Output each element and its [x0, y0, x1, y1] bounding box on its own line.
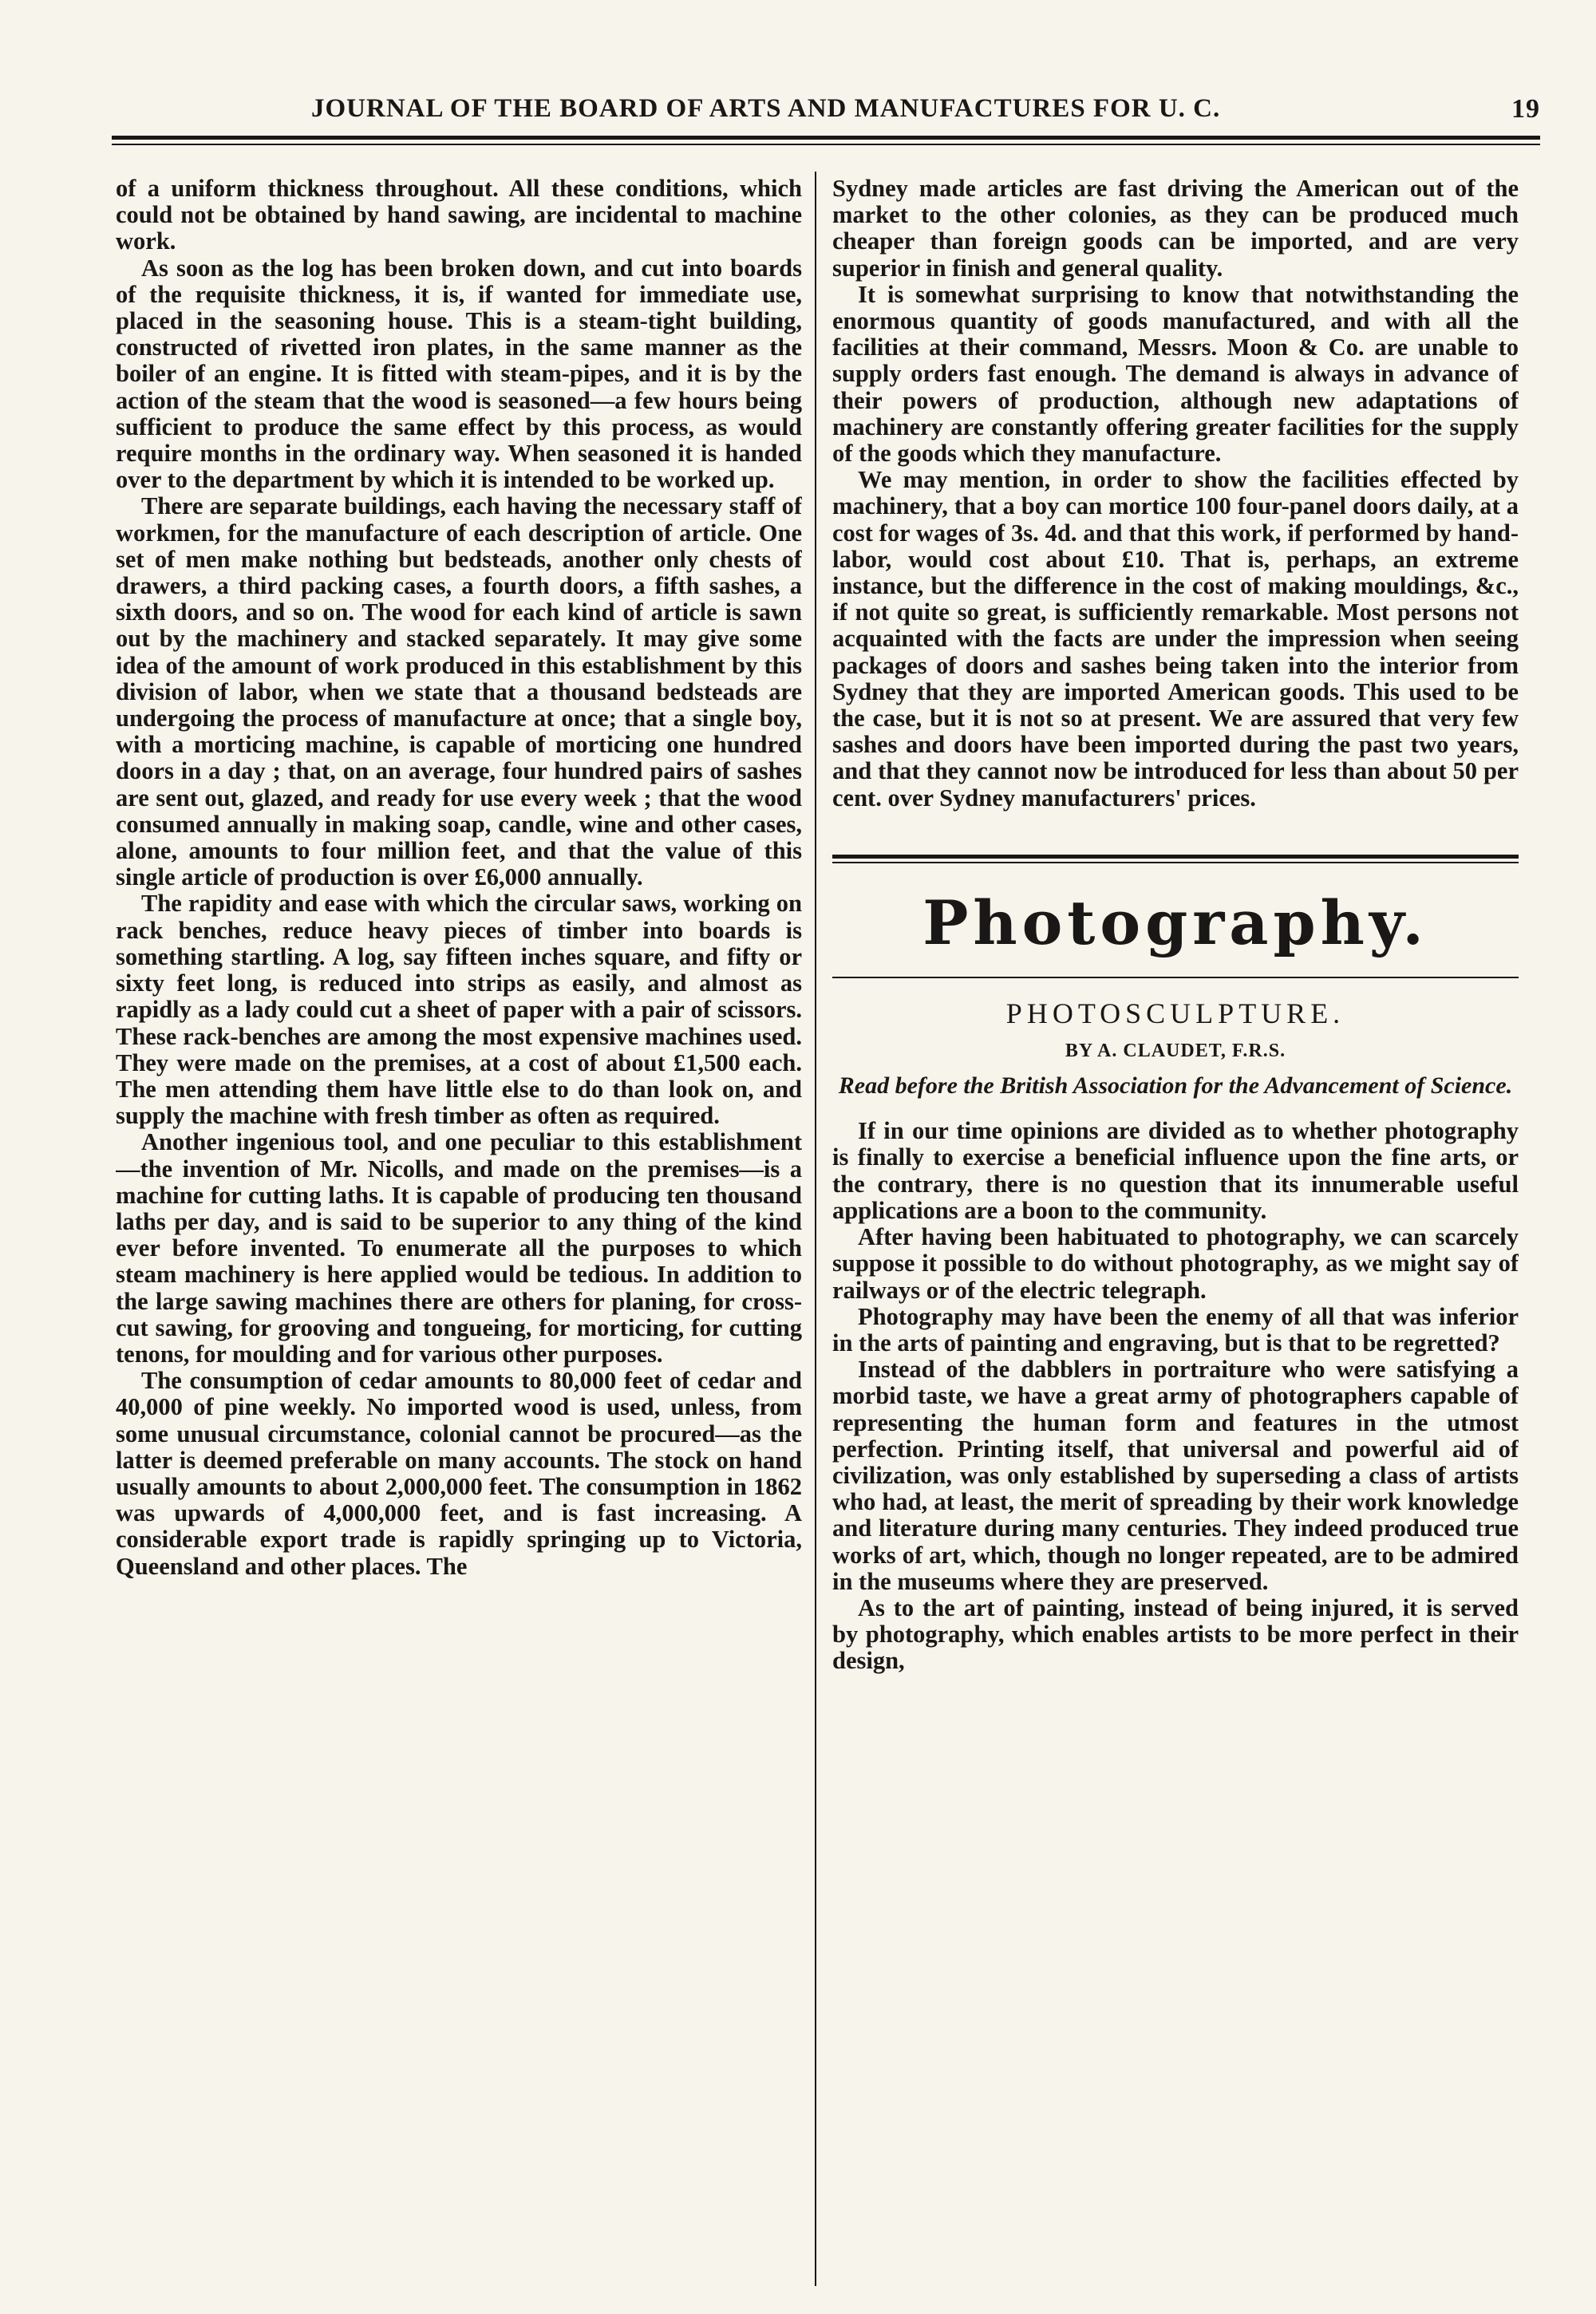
paragraph: Another ingenious tool, and one peculiar to this establishment—the invention of Mr. Nicolls, and made on the premises—is a machine for cutting laths. It is capable of producing ten thousand laths per day, and is said to be superior to any thing of the kind ever before invented. To enumerate all the purposes to which steam machinery is here applied would be tedious. In addition to the large sawing machines there are others for planing, for cross-cut sawing, for grooving and tongueing, for morticing, for cutting tenons, for moulding and for various other purposes. — [116, 1128, 802, 1368]
column-divider — [815, 172, 816, 2286]
page-number: 19 — [1511, 94, 1540, 124]
section-rule-bottom — [832, 977, 1519, 978]
paragraph: There are separate buildings, each having the necessary staff of workmen, for the manufacture of each description of article. One set of men make nothing but bedsteads, another only chests of drawers, a third packing cases, a fourth doors, a fifth sashes, a sixth doors, and so on. The wood for each kind of article is sawn out by the machinery and stacked separately. It may give some idea of the amount of work produced in this establishment by this division of labor, when we state that a thousand bedsteads are undergoing the process of manufacture at once; that a single boy, with a morticing machine, is capable of morticing one hundred doors in a day ; that, on an average, four hundred pairs of sashes are sent out, glazed, and ready for use every week ; that the wood consumed annually in making soap, candle, wine and other cases, alone, amounts to four million feet, and that the value of this single article of production is over £6,000 annually. — [116, 492, 802, 891]
paragraph: The rapidity and ease with which the circular saws, working on rack benches, reduce heavy pieces of timber into boards is something startling. A log, say fifteen inches square, and fifty or sixty feet long, is reduced into strips as easily, and almost as rapidly as a lady could cut a sheet of paper with a pair of scissors. These rack-benches are among the most expensive machines used. They were made on the premises, at a cost of about £1,500 each. The men attending them have little else to do than look on, and supply the machine with fresh timber as often as required. — [116, 890, 802, 1130]
paragraph: of a uniform thickness throughout. All these conditions, which could not be obtained by hand sawing, are incidental to machine work. — [116, 176, 802, 255]
paragraph: As soon as the log has been broken down, and cut into boards of the requisite thickness, it is, if wanted for immediate use, placed in the seasoning house. This is a steam-tight building, constructed of rivetted iron plates, in the same manner as the boiler of an engine. It is fitted with steam-pipes, and it is by the action of the steam that the wood is seasoned—a few hours being sufficient to produce the same effect by this process, as would require months in the ordinary way. When seasoned it is handed over to the department by which it is intended to be worked up. — [116, 254, 802, 494]
header-rule-thick — [112, 136, 1540, 140]
right-column — [832, 176, 1519, 2282]
paragraph: It is somewhat surprising to know that notwithstanding the enormous quantity of goods manufactured, and with all the facilities at their command, Messrs. Moon & Co. are unable to supply orders fast enough. The demand is always in advance of their powers of production, although new adaptations of machinery are constantly offering greater facilities for the supply of the goods which they manufacture. — [832, 280, 1519, 468]
running-head — [128, 89, 1540, 129]
header-rule-thin — [112, 144, 1540, 145]
section-rule-thin — [832, 862, 1519, 863]
paragraph: The consumption of cedar amounts to 80,000 feet of cedar and 40,000 of pine weekly. No imported wood is used, unless, from some unusual circumstance, colonial cannot be procured—as the latter is deemed preferable on many accounts. The stock on hand usually amounts to about 2,000,000 feet. The consumption in 1862 was upwards of 4,000,000 feet, and is fast increasing. A considerable export trade is rapidly springing up to Victoria, Queensland and other places. The — [116, 1367, 802, 1580]
paragraph: As to the art of painting, instead of being injured, it is served by photography, which enables artists to be more perfect in their design, — [832, 1593, 1519, 1675]
paragraph: If in our time opinions are divided as to whether photography is finally to exercise a beneficial influence upon the fine arts, or the contrary, there is no question that its innumerable useful applications are a boon to the community. — [832, 1117, 1519, 1224]
read-before-note: Read before the British Association for the Advancement of Science. — [838, 1072, 1513, 1100]
section-heading: Photography. — [922, 887, 1428, 958]
paragraph: Sydney made articles are fast driving the American out of the market to the other colonies, as they can be produced much cheaper than foreign goods can be imported, and are very superior in finish and general quality. — [832, 176, 1519, 282]
left-column — [116, 176, 802, 2282]
paragraph: Instead of the dabblers in portraiture who were satisfying a morbid taste, we have a great army of photographers capable of representing the human form and features in the utmost perfection. Printing itself, that universal and powerful aid of civilization, was only established by superseding a class of artists who had, at least, the merit of spreading by their work knowledge and literature during many centuries. They indeed produced true works of art, which, though no longer repeated, are to be admired in the museums where they are preserved. — [832, 1356, 1519, 1595]
article-title: PHOTOSCULPTURE. — [1005, 997, 1345, 1029]
paragraph: After having been habituated to photography, we can scarcely suppose it possible to do without photography, as we might say of railways or of the electric telegraph. — [832, 1223, 1519, 1304]
journal-title: JOURNAL OF THE BOARD OF ARTS AND MANUFACTURES FOR U. C. — [311, 94, 1221, 123]
paragraph: Photography may have been the enemy of all that was inferior in the arts of painting and engraving, but is that to be regretted? — [832, 1302, 1519, 1356]
section-rule-thick — [832, 855, 1519, 859]
paragraph: We may mention, in order to show the facilities effected by machinery, that a boy can mortice 100 four-panel doors daily, at a cost for wages of 3s. 4d. and that this work, if performed by hand-labor, would cost about £10. That is, perhaps, an extreme instance, but the difference in the cost of making mouldings, &c., if not quite so great, is sufficiently remarkable. Most persons not acquainted with the facts are under the impression when seeing packages of doors and sashes being taken into the interior from Sydney that they are imported American goods. This used to be the case, but it is not so at present. We are assured that very few sashes and doors have been imported during the past two years, and that they cannot now be introduced for less than about 50 per cent. over Sydney manufacturers' prices. — [832, 466, 1519, 811]
byline: BY A. CLAUDET, F.R.S. — [1065, 1041, 1286, 1062]
